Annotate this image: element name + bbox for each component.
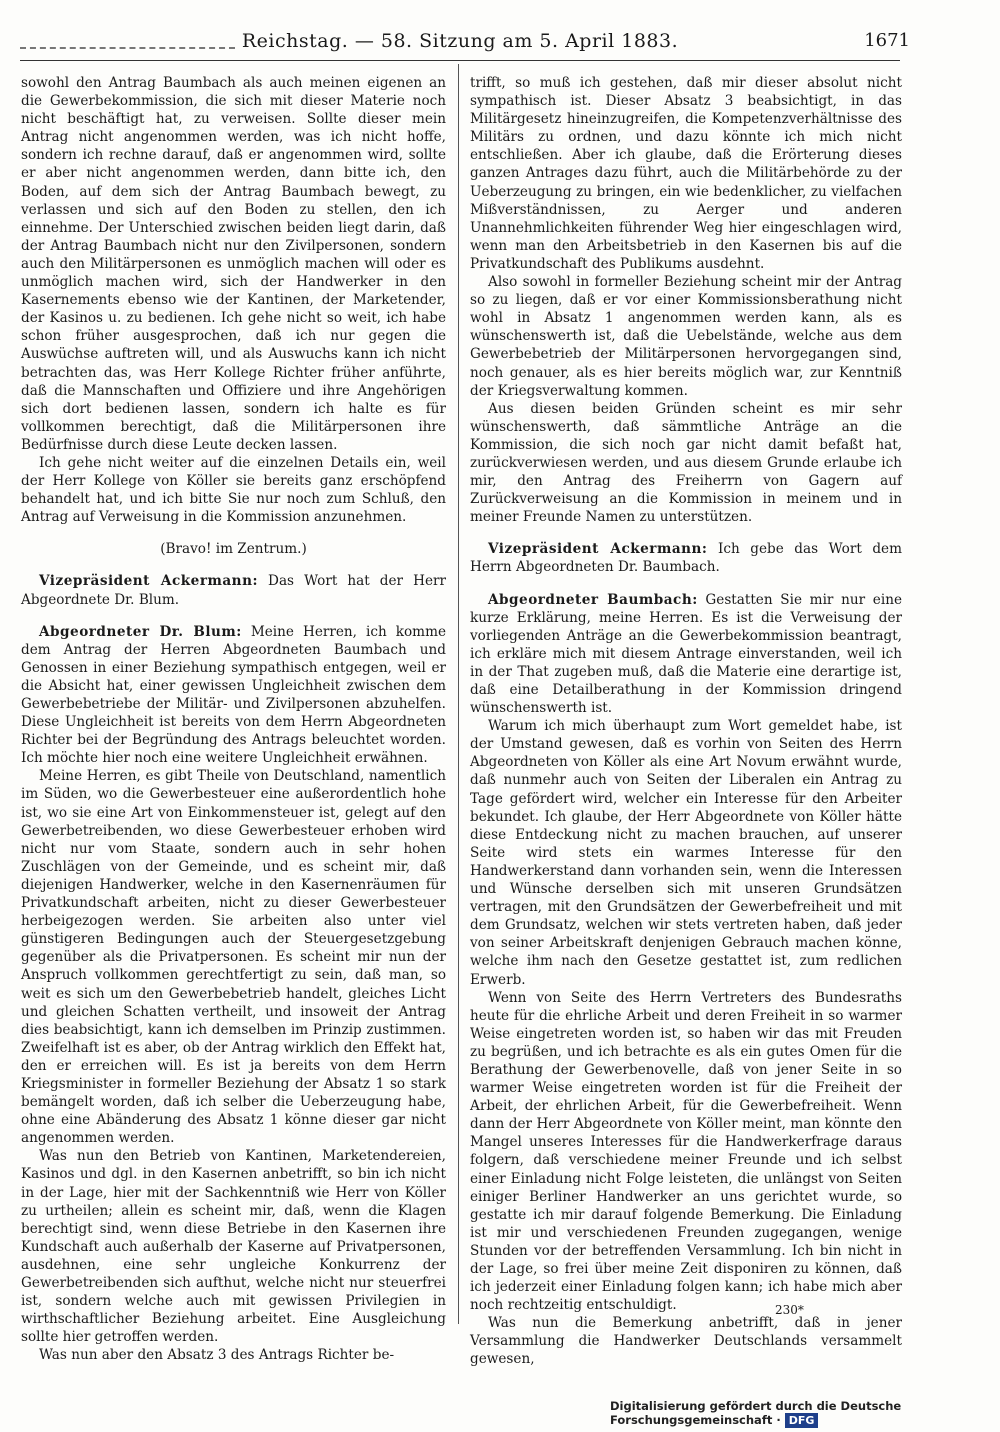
speech-text: Das Wort hat der Herr Abgeordnete Dr. Blum. (21, 573, 446, 608)
column-divider (458, 64, 459, 1324)
speaker-paragraph (21, 572, 446, 608)
speaker-name: Vizepräsident Ackermann: (39, 573, 258, 590)
footer-credit (610, 1399, 1000, 1428)
applause-note: (Bravo! im Zentrum.) (160, 541, 307, 558)
left-column (21, 74, 446, 1364)
speaker-name: Abgeordneter Baumbach: (488, 591, 698, 608)
signature-mark: 230* (775, 1303, 804, 1317)
header-rule (20, 60, 900, 61)
paragraph: trifft, so muß ich gestehen, daß mir dieser absolut nicht sympathisch ist. Dieser Absatz 3 beabsichtigt, in das Militärgesetz hineinzugreifen, die Kompetenzverhältnisse des Militärs zu ordnen, und dazu könnte ich mich nicht entschließen. Aber ich glaube, daß die Erörterung dieses ganzen Antrages dazu führt, auch die Militärbehörde zu der Ueberzeugung zu bringen, ein wie bedenklicher, zu vielfachen Mißverständnissen, zu Aerger und anderen Unannehmlichkeiten führender Weg hier eingeschlagen wird, wenn man den Arbeitsbetrieb in den Kasernen bis auf die Privatkundschaft des Publikums ausdehnt. (470, 75, 902, 272)
paragraph: Was nun den Betrieb von Kantinen, Marketendereien, Kasinos und dgl. in den Kasernen anbetrifft, so bin ich nicht in der Lage, hier mit der Sachkenntniß wie Herr von Köller zu urtheilen; allein es scheint mir, daß, wenn die Klagen berechtigt sind, wenn diese Betriebe in den Kasernen ihre Kundschaft auch außerhalb der Kaserne auf Privatpersonen, ausdehnen, eine sehr ungleiche Konkurrenz der Gewerbetreibenden sich aufthut, welche nicht nur steuerfrei ist, sondern welche auch mit gewissen Privilegien in wirthschaftlicher Beziehung arbeitet. Eine Ausgleichung sollte hier getroffen werden. (21, 1148, 446, 1346)
speech-text: Meine Herren, ich komme dem Antrag der Herren Abgeordneten Baumbach und Genossen in einer Beziehung sympathisch entgegen, weil er die Absicht hat, einer gewissen Ungleichheit zwischen dem Gewerbebetriebe der Militär- und Zivilpersonen abzuhelfen. Diese Ungleichheit ist bereits von dem Herrn Abgeordneten Richter bei der Begründung des Antrags beleuchtet worden. Ich möchte hier noch eine weitere Ungleichheit erwähnen. (21, 623, 446, 767)
right-column (470, 74, 902, 1369)
speaker-paragraph (21, 623, 446, 768)
speech-text: Gestatten Sie mir nur eine kurze Erklärung, meine Herren. Es ist die Verweisung der vorliegenden Anträge an die Gewerbekommission beantragt, ich erkläre mich mit diesem Antrage einverstanden, weil ich in der That zugeben muß, daß die Materie eine derartige ist, daß eine Detailberathung in der Kommission dringend wünschenswerth ist. (470, 591, 902, 717)
paragraph: sowohl den Antrag Baumbach als auch meinen eigenen an die Gewerbekommission, die sich mit dieser Materie noch nicht beschäftigt hat, zu verweisen. Sollte dieser mein Antrag nicht angenommen werden, was ich nicht hoffe, sondern ich rechne darauf, daß er angenommen wird, sollte er aber nicht angenommen werden, dann bitte ich, den Boden, auf dem sich der Antrag Baumbach bewegt, zu verlassen und sich auf den Boden zu stellen, den ich einnehme. Der Unterschied zwischen beiden liegt darin, daß der Antrag Baumbach nicht nur den Zivilpersonen, sondern auch den Militärpersonen es unmöglich machen will oder es unmöglich machen wird, sich der Handwerker in den Kasernements ebenso wie der Kantinen, der Marketender, der Kasinos u. zu bedienen. Ich gehe nicht so weit, ich habe schon früher ausgesprochen, daß ich nur gegen die Auswüchse auftreten will, und als Auswuchs kann ich nicht betrachten das, was Herr Kollege Richter früher anführte, daß die Mannschaften und Offiziere und ihre Angehörigen sich dort bedienen lassen, sondern ich halte es für vollkommen berechtigt, daß die Militärpersonen ihre Bedürfnisse durch diese Leute decken lassen. (21, 75, 446, 453)
speaker-name: Vizepräsident Ackermann: (488, 541, 708, 558)
speech-text: Ich gebe das Wort dem Herrn Abgeordneten Dr. Baumbach. (470, 541, 902, 576)
footer-text: Digitalisierung gefördert durch die Deutsche Forschungsgemeinschaft · (610, 1399, 902, 1427)
paragraph: Was nun aber den Absatz 3 des Antrags Richter be- (39, 1347, 395, 1364)
paragraph: Also sowohl in formeller Beziehung scheint mir der Antrag so zu liegen, daß er vor einer Kommissionsberathung nicht wohl in Absatz 1 angenommen werden kann, als es wünschenswerth ist, daß die Uebelstände, welche aus dem Gewerbebetrieb der Militärpersonen hervorgegangen sind, noch genauer, als es hier bereits möglich war, zur Kenntniß der Kriegsverwaltung kommen. (470, 274, 902, 399)
speaker-paragraph (470, 591, 902, 718)
page-header (20, 30, 910, 56)
paragraph: Warum ich mich überhaupt zum Wort gemeldet habe, ist der Umstand gewesen, daß es vorhin von Seiten des Herrn Abgeordneten von Köller als eine Art Novum erwähnt wurde, daß nunmehr auch von Seiten der Liberalen ein Antrag zu Tage gefördert wird, welcher ein Interesse für den Arbeiter bekundet. Ich glaube, der Herr Abgeordnete von Köller hätte diese Entdeckung nicht zu machen brauchen, auf unserer Seite wird stets ein warmes Interesse für den Handwerkerstand dann vorhanden sein, wenn die Interessen und Wünsche derselben sich mit unseren Grundsätzen vertragen, mit den Grundsätzen der Gewerbefreiheit und mit dem Grundsatz, welchen wir stets vertreten haben, daß jeder von seiner Arbeitskraft denjenigen Gebrauch machen könne, welche ihm nach den Gesetze gestattet ist, zum redlichen Erwerb. (470, 718, 902, 988)
paragraph: Wenn von Seite des Herrn Vertreters des Bundesraths heute für die ehrliche Arbeit und deren Freiheit in so warmer Weise eingetreten worden ist, so haben wir das mit Freuden zu begrüßen, und ich betrachte es als ein gutes Omen für die Berathung der Gewerbenovelle, daß von jener Seite in so warmer Weise eingetreten worden ist für die Freiheit der Arbeit, der ehrlichen Arbeit, für die Gewerbefreiheit. Wenn dann der Herr Abgeordnete von Köller meint, man könnte den Mangel unseres Interesses für die Handwerkerfrage daraus folgern, daß verschiedene meiner Freunde und ich selbst einer Einladung nicht Folge leisteten, die unlängst von Seiten einiger Berliner Handwerker an uns gerichtet wurde, so gestatte ich mir darauf folgende Bemerkung. Die Einladung ist mir und verschiedenen Freunden zugegangen, wenige Stunden vor der betreffenden Versammlung. Ich bin nicht in der Lage, so frei über meine Zeit disponiren zu können, daß ich jederzeit einer Einladung folgen kann; ich habe mich aber noch rechtzeitig entschuldigt. (470, 989, 902, 1314)
paragraph: Ich gehe nicht weiter auf die einzelnen Details ein, weil der Herr Kollege von Köller sie bereits ganz erschöpfend behandelt hat, und ich bitte Sie nur noch zum Schluß, den Antrag auf Verweisung in die Kommission anzunehmen. (21, 454, 446, 526)
page-number: 1671 (864, 30, 910, 51)
page-title: Reichstag. — 58. Sitzung am 5. April 1883. (241, 30, 679, 52)
paragraph: Aus diesen beiden Gründen scheint es mir sehr wünschenswerth, daß sämmtliche Anträge an die Kommission, die sich noch gar nicht damit befaßt hat, zurückverwiesen werden, und aus diesem Grunde erlaube ich mir, den Antrag des Freiherrn von Gagern auf Zurückverweisung an die Kommission in meinem und in meiner Freunde Namen zu unterstützen. (470, 400, 902, 526)
speaker-paragraph (470, 540, 902, 576)
dfg-logo: DFG (785, 1413, 819, 1428)
paragraph: Was nun die Bemerkung anbetrifft, daß in jener Versammlung die Handwerker Deutschlands versammelt gewesen, (470, 1315, 902, 1368)
speaker-name: Abgeordneter Dr. Blum: (39, 623, 242, 640)
paragraph: Meine Herren, es gibt Theile von Deutschland, namentlich im Süden, wo die Gewerbesteuer eine außerordentlich hohe ist, wo sie eine Art von Einkommensteuer ist, gelegt auf den Gewerbetreibenden, wo diese Gewerbesteuer erhoben wird nicht nur vom Staate, sondern auch in sehr hohen Zuschlägen von der Gemeinde, und es scheint mir, daß diejenigen Handwerker, welche in den Kasernenräumen für Privatkundschaft arbeiten, nicht zu dieser Gewerbesteuer herbeigezogen werden. Sie arbeiten also unter viel günstigeren Bedingungen auch der Steuergesetzgebung gegenüber als die Privatpersonen. Es scheint mir nun der Anspruch vollkommen gerechtfertigt zu sein, daß man, so weit es sich um den Gewerbebetrieb handelt, gleiches Licht und gleichen Schatten vertheilt, und insoweit der Antrag dies beabsichtigt, kann ich demselben im Prinzip zustimmen. Zweifelhaft ist es aber, ob der Antrag wirklich den Effekt hat, den er erreichen will. Es ist ja bereits von dem Herrn Kriegsminister in formeller Beziehung der Absatz 1 so stark bemängelt worden, daß ich selber die Ueberzeugung habe, ohne eine Abänderung des Absatz 1 könne dieser gar nicht angenommen werden. (21, 768, 446, 1147)
